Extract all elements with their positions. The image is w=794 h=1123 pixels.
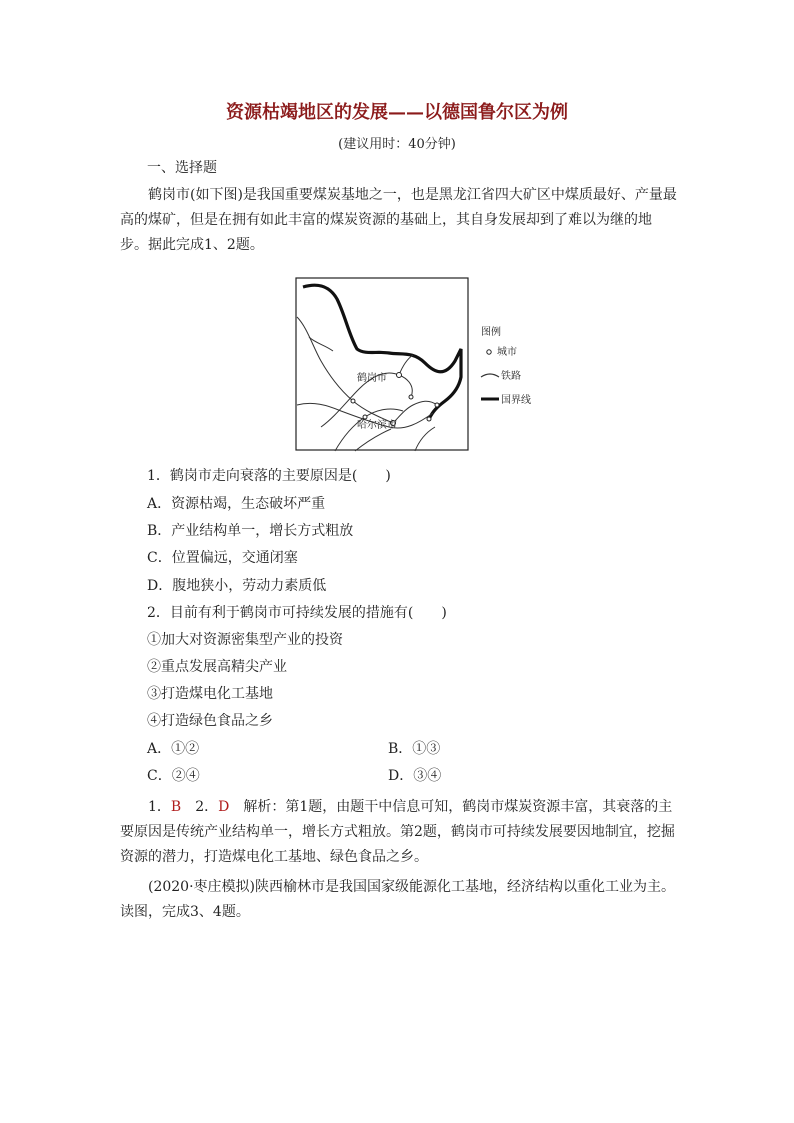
question-1-option-a: A．资源枯竭，生态破坏严重 bbox=[147, 496, 326, 512]
answer-analysis bbox=[120, 795, 678, 870]
legend-rail-icon bbox=[481, 374, 499, 377]
question-2-statement-1: ①加大对资源密集型产业的投资 bbox=[147, 632, 343, 648]
analysis-text: 解析：第1题，由题干中信息可知，鹤岗市煤炭资源丰富，其衰落的主要原因是传统产业结构单一，增长方式粗放。第2题，鹤岗市可持续发展要因地制宜，挖掘资源的潜力，打造煤电化工基地、绿色食品之乡。 bbox=[120, 799, 675, 865]
legend-title: 图例 bbox=[481, 327, 501, 338]
next-question-intro: (2020·枣庄模拟)陕西榆林市是我国国家级能源化工基地，经济结构以重化工业为主。读图，完成3、4题。 bbox=[120, 879, 676, 920]
map-figure bbox=[295, 277, 545, 452]
legend-border-label: 国界线 bbox=[501, 395, 531, 406]
question-1-option-c: C．位置偏远，交通闭塞 bbox=[147, 550, 298, 566]
question-1-stem: 1．鹤岗市走向衰落的主要原因是( ) bbox=[147, 468, 391, 484]
question-2-statement-4: ④打造绿色食品之乡 bbox=[147, 713, 273, 729]
question-1-option-d: D．腹地狭小，劳动力素质低 bbox=[147, 578, 327, 594]
legend-city-label: 城市 bbox=[497, 347, 517, 358]
city-label-hegang: 鹤岗市 bbox=[357, 373, 387, 384]
question-2-stem: 2．目前有利于鹤岗市可持续发展的措施有( ) bbox=[147, 605, 447, 621]
legend-rail-label: 铁路 bbox=[501, 371, 521, 382]
intro-paragraph: 鹤岗市(如下图)是我国重要煤炭基地之一，也是黑龙江省四大矿区中煤质最好、产量最高的煤矿，但是在拥有如此丰富的煤炭资源的基础上，其自身发展却到了难以为继的地步。据此完成1、2题。 bbox=[120, 187, 677, 253]
question-2-option-d: D．③④ bbox=[388, 768, 442, 784]
question-2-option-a: A．①② bbox=[147, 741, 200, 757]
page-title: 资源枯竭地区的发展——以德国鲁尔区为例 bbox=[226, 102, 568, 123]
city-label-harbin: 哈尔滨市 bbox=[357, 420, 397, 431]
question-2-statement-3: ③打造煤电化工基地 bbox=[147, 686, 273, 702]
question-1-option-b: B．产业结构单一，增长方式粗放 bbox=[147, 523, 354, 539]
question-2-option-b: B．①③ bbox=[388, 741, 441, 757]
question-2-statement-2: ②重点发展高精尖产业 bbox=[147, 659, 287, 675]
legend-city-icon bbox=[487, 350, 491, 354]
suggested-time: (建议用时：40分钟) bbox=[338, 137, 456, 152]
section-heading: 一、选择题 bbox=[147, 160, 217, 176]
answer-2-choice: D bbox=[218, 799, 230, 815]
answer-2-number: 2． bbox=[181, 799, 219, 815]
question-2-option-c: C．②④ bbox=[147, 768, 200, 784]
answer-1-choice: B bbox=[170, 799, 182, 815]
answer-1-number: 1． bbox=[148, 799, 171, 815]
